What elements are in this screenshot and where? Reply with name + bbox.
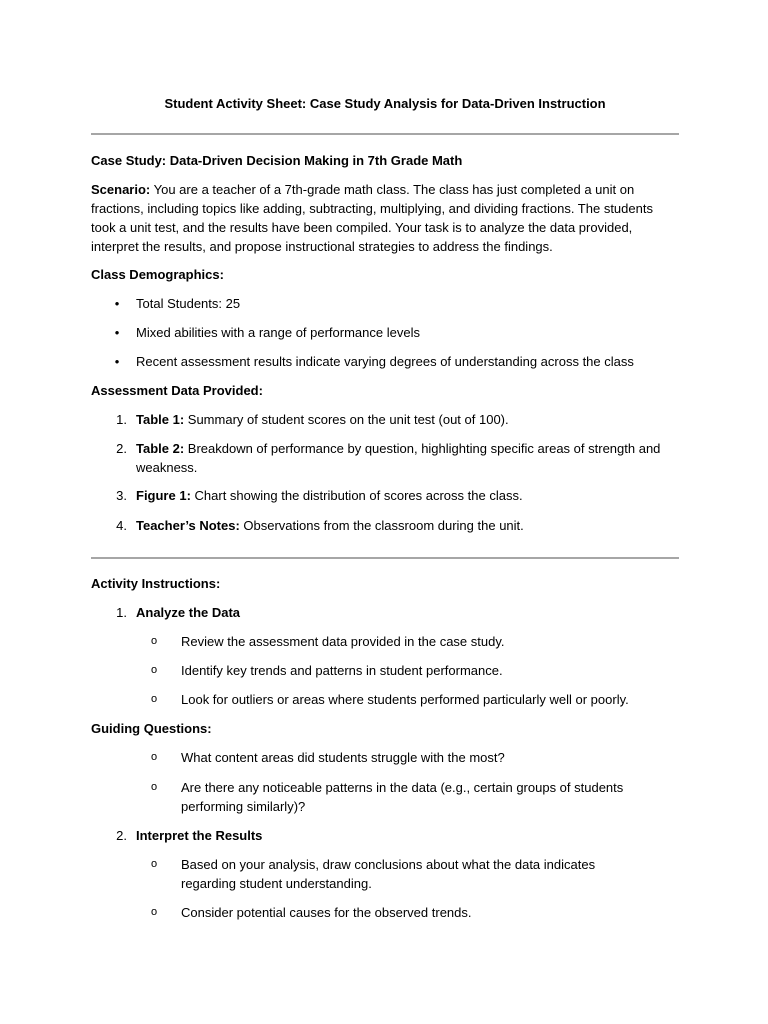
assessment-item-label: Table 2: [136,441,185,456]
list-number: 2. [116,441,127,456]
assessment-item-text: Chart showing the distribution of scores across the class. [190,488,523,503]
bullet-marker: • [114,296,120,311]
demographics-item: Total Students: 25 [136,296,241,311]
divider-top [91,133,679,135]
list-number: 1. [116,605,127,620]
assessment-item-label: Figure 1: [136,488,191,503]
bullet-marker: • [114,325,120,340]
scenario-paragraph [91,180,679,256]
step-item: Based on your analysis, draw conclusions about what the data indicates regarding student understanding. [181,857,596,891]
assessment-heading: Assessment Data Provided: [91,383,263,398]
circle-bullet: o [150,664,158,676]
guiding-item: What content areas did students struggle with the most? [181,750,505,765]
activity-heading: Activity Instructions: [91,576,221,591]
list-number: 4. [116,518,127,533]
assessment-item-text: Summary of student scores on the unit test (out of 100). [184,412,509,427]
scenario-label: Scenario: [91,182,151,197]
step-item: Look for outliers or areas where students performed particularly well or poorly. [181,692,629,707]
circle-bullet: o [150,781,158,793]
divider-middle [91,557,679,559]
list-number: 3. [116,488,127,503]
circle-bullet: o [150,751,158,763]
step-item: Review the assessment data provided in the case study. [181,634,505,649]
assessment-item-text: Breakdown of performance by question, highlighting specific areas of strength and weakness. [136,441,661,475]
scenario-text: You are a teacher of a 7th-grade math class. The class has just completed a unit on fractions, including topics like adding, subtracting, multiplying, and dividing fractions. The students took a unit test, and the results have been compiled. Your task is to analyze the data provided, interpret the results, and propose instructional strategies to address the findings. [91,182,653,254]
list-number: 2. [116,828,127,843]
case-study-heading: Case Study: Data-Driven Decision Making in 7th Grade Math [91,153,463,168]
demographics-item: Mixed abilities with a range of performance levels [136,325,420,340]
list-number: 1. [116,412,127,427]
assessment-item-label: Teacher’s Notes: [136,518,240,533]
document-title: Student Activity Sheet: Case Study Analysis for Data-Driven Instruction [164,96,606,111]
guiding-heading: Guiding Questions: [91,721,212,736]
assessment-item-label: Table 1: [136,412,185,427]
demographics-heading: Class Demographics: [91,267,224,282]
circle-bullet: o [150,693,158,705]
assessment-item-text: Observations from the classroom during the unit. [239,518,524,533]
step-label: Analyze the Data [136,605,241,620]
guiding-item: Are there any noticeable patterns in the data (e.g., certain groups of students performing similarly)? [181,780,624,814]
circle-bullet: o [150,858,158,870]
circle-bullet: o [150,906,158,918]
step-item: Identify key trends and patterns in student performance. [181,663,503,678]
bullet-marker: • [114,354,120,369]
circle-bullet: o [150,635,158,647]
demographics-item: Recent assessment results indicate varying degrees of understanding across the class [136,354,634,369]
step-item: Consider potential causes for the observed trends. [181,905,472,920]
step-label: Interpret the Results [136,828,263,843]
